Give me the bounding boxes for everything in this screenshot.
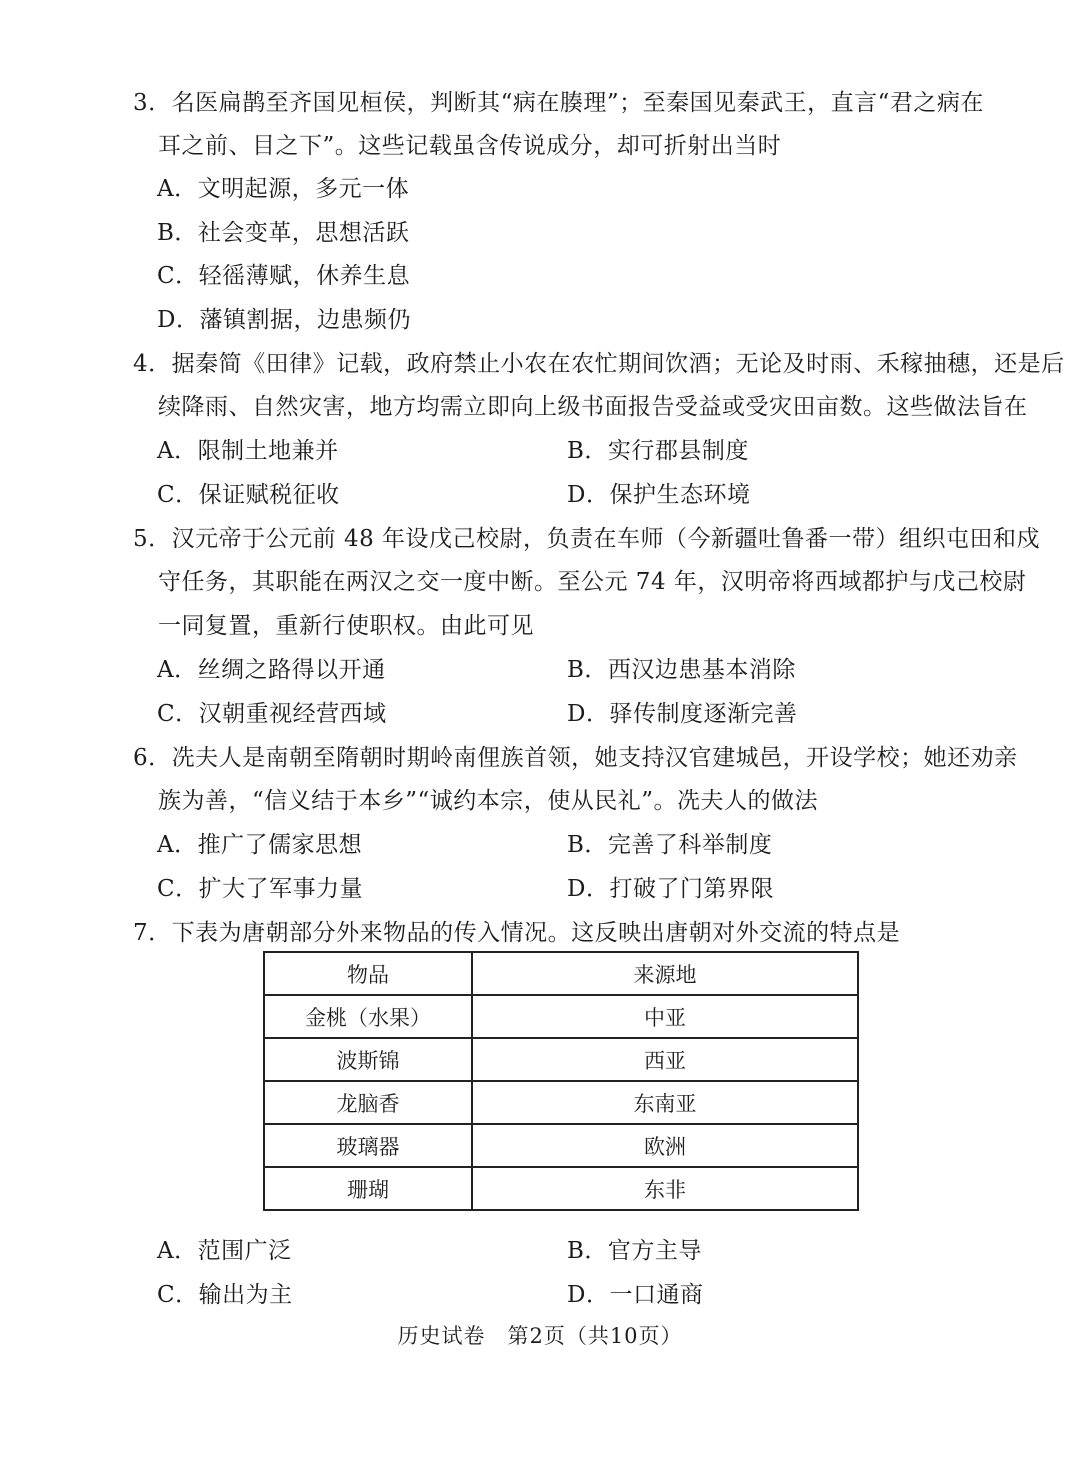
table-row <box>264 1038 858 1081</box>
q5-option-b: B．西汉边患基本消除 <box>567 657 796 683</box>
table-row <box>264 1081 858 1124</box>
q7-stem-line-1: 7．下表为唐朝部分外来物品的传入情况。这反映出唐朝对外交流的特点是 <box>133 920 901 946</box>
q5-stem-line-3: 一同复置，重新行使职权。由此可见 <box>158 613 534 639</box>
q4-stem-line-2: 续降雨、自然灾害，地方均需立即向上级书面报告受益或受灾田亩数。这些做法旨在 <box>158 394 1028 420</box>
q6-stem-line-1: 6．冼夫人是南朝至隋朝时期岭南俚族首领，她支持汉官建城邑，开设学校；她还劝亲 <box>133 745 1018 771</box>
table-cell-item: 珊瑚 <box>264 1167 472 1210</box>
page-footer: 历史试卷 第2页（共10页） <box>397 1324 683 1348</box>
q7-option-d: D．一口通商 <box>567 1282 704 1308</box>
table-cell-item: 玻璃器 <box>264 1124 472 1167</box>
table-cell-origin: 欧洲 <box>472 1124 858 1167</box>
table-row <box>264 995 858 1038</box>
q4-option-b: B．实行郡县制度 <box>567 438 749 464</box>
q4-option-d: D．保护生态环境 <box>567 482 751 508</box>
q7-option-c: C．输出为主 <box>157 1282 293 1308</box>
table-row <box>264 1167 858 1210</box>
table-header-row <box>264 952 858 995</box>
q3-stem-line-1: 3．名医扁鹊至齐国见桓侯，判断其“病在腠理”；至秦国见秦武王，直言“君之病在 <box>133 90 984 116</box>
q4-option-c: C．保证赋税征收 <box>157 482 340 508</box>
q5-stem-line-2: 守任务，其职能在两汉之交一度中断。至公元 74 年，汉明帝将西域都护与戊己校尉 <box>158 569 1027 595</box>
table-cell-item: 波斯锦 <box>264 1038 472 1081</box>
q3-stem-line-2: 耳之前、目之下”。这些记载虽含传说成分，却可折射出当时 <box>158 133 782 159</box>
q6-stem-line-2: 族为善，“信义结于本乡”“诚约本宗，使从民礼”。冼夫人的做法 <box>158 788 819 814</box>
q4-stem-line-1: 4．据秦简《田律》记载，政府禁止小农在农忙期间饮酒；无论及时雨、禾稼抽穗，还是后 <box>133 351 1065 377</box>
table-cell-item: 龙脑香 <box>264 1081 472 1124</box>
table-row <box>264 1124 858 1167</box>
table-cell-origin: 东非 <box>472 1167 858 1210</box>
import-goods-table <box>263 951 859 1211</box>
q6-option-d: D．打破了门第界限 <box>567 876 774 902</box>
q6-option-c: C．扩大了军事力量 <box>157 876 364 902</box>
q3-option-c: C．轻徭薄赋，休养生息 <box>157 263 411 289</box>
q3-option-b: B．社会变革，思想活跃 <box>157 220 410 246</box>
q5-option-d: D．驿传制度逐渐完善 <box>567 701 798 727</box>
q7-option-a: A．范围广泛 <box>157 1238 292 1264</box>
table-cell-origin: 中亚 <box>472 995 858 1038</box>
q5-option-a: A．丝绸之路得以开通 <box>157 657 386 683</box>
q6-option-b: B．完善了科举制度 <box>567 832 773 858</box>
q5-stem-line-1: 5．汉元帝于公元前 48 年设戊己校尉，负责在车师（今新疆吐鲁番一带）组织屯田和戍 <box>133 526 1041 552</box>
table-cell-origin: 西亚 <box>472 1038 858 1081</box>
q3-option-d: D．藩镇割据，边患频仍 <box>157 307 411 333</box>
q4-option-a: A．限制土地兼并 <box>157 438 339 464</box>
q3-option-a: A．文明起源，多元一体 <box>157 176 410 202</box>
q6-option-a: A．推广了儒家思想 <box>157 832 363 858</box>
q7-option-b: B．官方主导 <box>567 1238 702 1264</box>
table-header-origin: 来源地 <box>472 952 858 995</box>
table-cell-origin: 东南亚 <box>472 1081 858 1124</box>
q5-option-c: C．汉朝重视经营西域 <box>157 701 387 727</box>
table-header-item: 物品 <box>264 952 472 995</box>
table-cell-item: 金桃（水果） <box>264 995 472 1038</box>
